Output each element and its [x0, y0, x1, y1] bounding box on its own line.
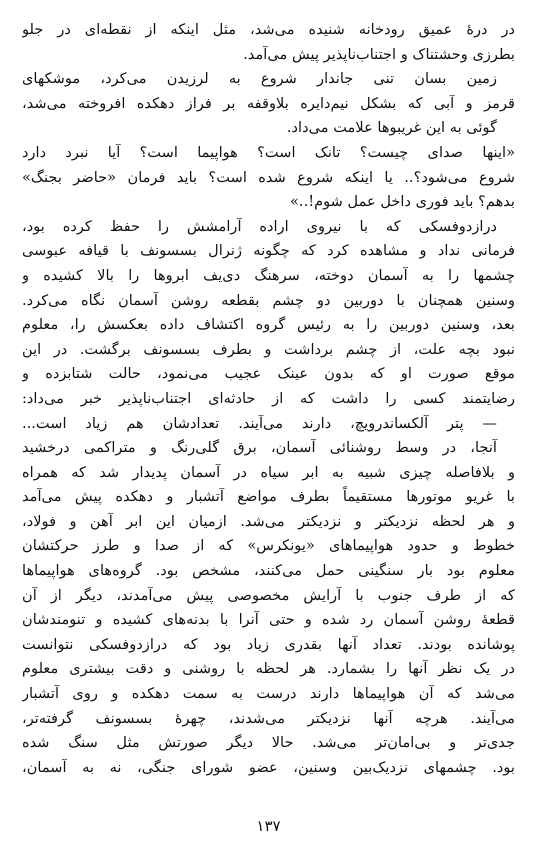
text-line: شروع می‌شود؟.. یا اینکه شروع شده است؟ باید فرمان «حاضر بجنگ» — [22, 168, 515, 186]
text-line: — پتر آلکساندرویچ، دارند می‌آیند. تعدادشان هم زیاد است... — [22, 414, 497, 432]
text-line: پوشانده بودند. تعداد آنها بقدری زیاد بود که درازدوفسکی نتوانست — [22, 635, 515, 653]
text-line: قطعهٔ روشن آسمان رد شده و حتی آنرا با بدنه‌های کشیده و تنومندشان — [22, 611, 515, 629]
text-line: که از طرف جنوب با آرایش مخصوصی پیش می‌آمدند، دیگر از آن — [22, 586, 515, 604]
text-line: وسنین همچنان با دوربین دو چشم بقطعه روشن آسمان نگاه می‌کرد. — [22, 291, 515, 309]
text-line: بعد، وسنین دوربین را به رئیس گروه اکتشاف داده بعکسش را، معلوم — [22, 316, 515, 334]
text-line: می‌شد که آن هواپیماها دارند درست به سمت دهکده و روی آتشبار — [22, 685, 515, 703]
text-line: خطوط و حدود هواپیماهای «یونکرس» که از صدا و طرز حرکتشان — [22, 537, 515, 555]
text-line: گوئی به این غریبوها علامت می‌داد. — [286, 119, 497, 137]
text-line: در یک نظر آنها را بشمارد. هر لحظه با روشنی و دقت بیشتری معلوم — [22, 660, 515, 678]
text-line: «اینها صدای چیست؟ تانک است؟ هواپیما است؟ آیا نبرد دارد — [22, 143, 515, 161]
text-line: جدی‌تر و بی‌امان‌تر می‌شد. حالا دیگر صورتش مثل سنگ شده — [22, 734, 515, 752]
text-line: می‌آیند. هرچه آنها نزدیکتر می‌شدند، چهرهٔ بسسونف گرفته‌تر، — [22, 709, 515, 727]
text-line: موقع صورت او که بدون عینک عجیب می‌نمود، حالت شتابزده و — [22, 365, 515, 383]
text-line: درازدوفسکی که با نیروی اراده آرامشش را حفظ کرده بود، — [22, 217, 497, 235]
text-line: نبود بچه علت، از چشم برداشت و بطرف بسسونف برگشت. در این — [22, 340, 515, 358]
text-line: معلوم بود بار سنگینی حمل می‌کنند، مشخص بود. گروه‌های هواپیماها — [22, 562, 515, 580]
text-line: و بلافاصله چیزی شبیه به ابر سیاه در آسمان پدیدار شد که همراه — [22, 463, 515, 481]
text-line: آنجا، در وسط روشنائی آسمان، برق گلی‌رنگ و متراکمی درخشید — [22, 439, 497, 457]
text-line: چشمها را به آسمان دوخته، سرهنگ دی‌یف ابروها را بالا کشیده و — [22, 266, 515, 284]
text-line: رضایتمند کسی را داشت که از حادثه‌ای اجتناب‌ناپذیر خبر می‌داد: — [22, 389, 515, 407]
text-line: فرمانی نداد و مشاهده کرد که چگونه ژنرال بسسونف با قیافه عبوسی — [22, 242, 515, 260]
page-number: ۱۳۷ — [256, 817, 281, 835]
body-text — [22, 18, 515, 780]
text-line: با غریو موتورها مستقیماً بطرف مواضع آتشبار و دهکده پیش می‌آمد — [22, 488, 515, 506]
text-line: بدهم؟ باید فوری داخل عمل شوم!..» — [290, 193, 515, 211]
text-line: بود. چشمهای نزدیک‌بین وسنین، عضو شورای جنگی، نه به آسمان، — [22, 758, 515, 776]
text-line: زمین بسان تنی جاندار شروع به لرزیدن می‌کرد، موشکهای — [22, 70, 497, 88]
text-line: و هر لحظه نزدیکتر و نزدیکتر می‌شد. ازمیان این ابر آهن و فولاد، — [22, 512, 515, 530]
text-line: بطرزی وحشتناک و اجتناب‌ناپذیر پیش می‌آمد. — [243, 45, 515, 63]
text-line: قرمز و آبی که بشکل نیم‌دایره بلاوقفه بر فراز دهکده افروخته می‌شد، — [22, 94, 515, 112]
text-line: در درهٔ عمیق رودخانه شنیده می‌شد، مثل اینکه از نقطه‌ای در جلو — [22, 21, 515, 38]
